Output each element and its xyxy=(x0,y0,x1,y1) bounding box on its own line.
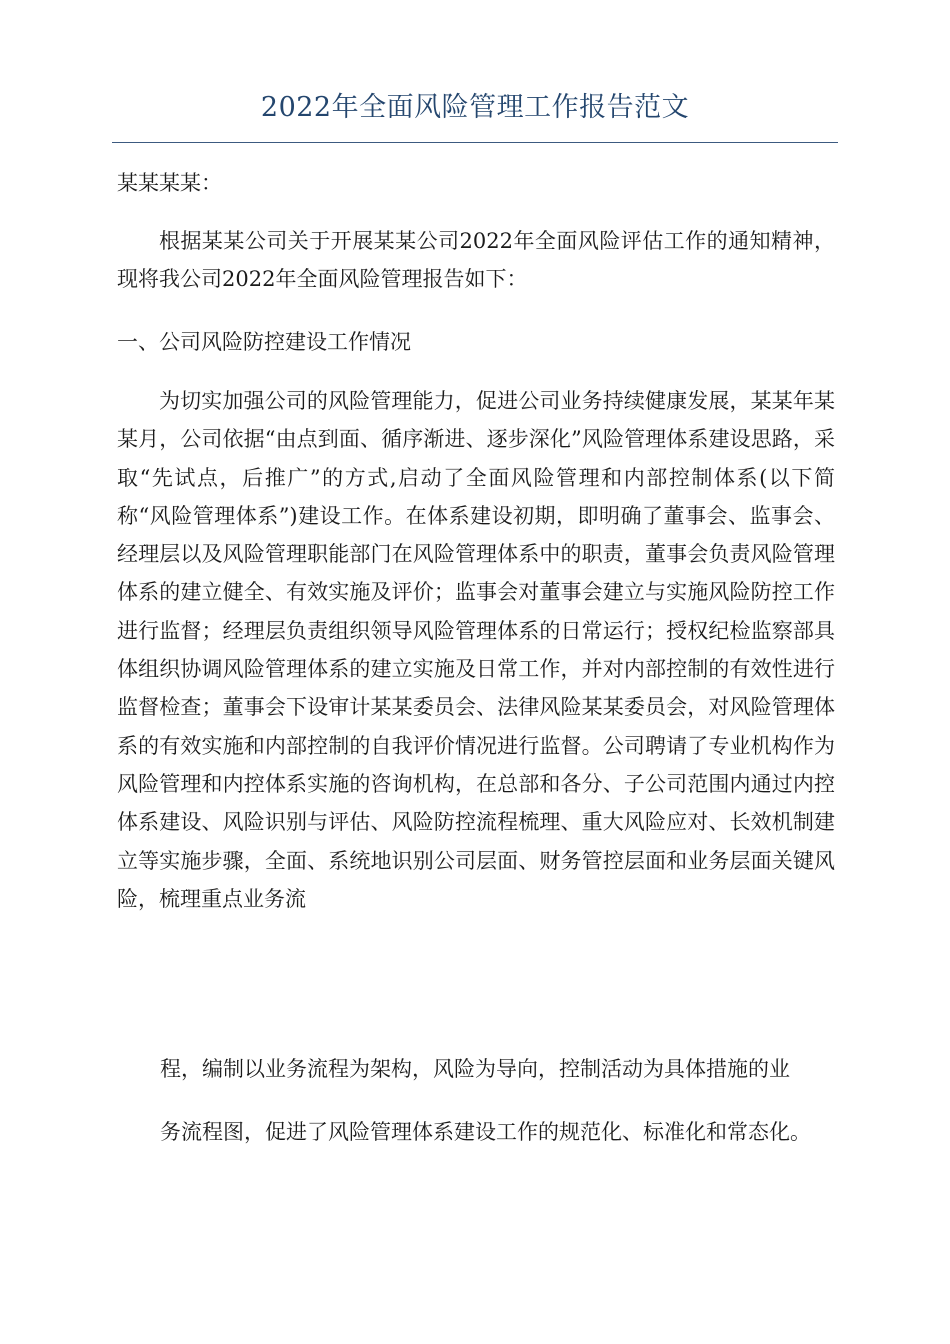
document-title: 2022年全面风险管理工作报告范文 xyxy=(260,92,690,123)
salutation: 某某某某： xyxy=(117,171,222,195)
body-paragraph: 为切实加强公司的风险管理能力，促进公司业务持续健康发展，某某年某某月，公司依据“由点到面、循序渐进、逐步深化”风险管理体系建设思路，采取“先试点，后推广”的方式,启动了全面风险管理和内部控制体系(以下简称“风险管理体系”)建设工作。在体系建设初期，即明确了董事会、监事会、经理层以及风险管理职能部门在风险管理体系中的职责，董事会负责风险管理体系的建立健全、有效实施及评价；监事会对董事会建立与实施风险防控工作进行监督；经理层负责组织领导风险管理体系的日常运行；授权纪检监察部具体组织协调风险管理体系的建立实施及日常工作，并对内部控制的有效性进行监督检查；董事会下设审计某某委员会、法律风险某某委员会，对风险管理体系的有效实施和内部控制的自我评价情况进行监督。公司聘请了专业机构作为风险管理和内控体系实施的咨询机构，在总部和各分、子公司范围内通过内控体系建设、风险识别与评估、风险防控流程梳理、重大风险应对、长效机制建立等实施步骤，全面、系统地识别公司层面、财务管控层面和业务层面关键风险，梳理重点业务流 xyxy=(117,389,835,911)
title-divider xyxy=(112,142,838,143)
intro-paragraph: 根据某某公司关于开展某某公司2022年全面风险评估工作的通知精神，现将我公司2022年全面风险管理报告如下： xyxy=(117,229,835,292)
section-heading: 一、公司风险防控建设工作情况 xyxy=(117,330,411,354)
continuation-line: 程，编制以业务流程为架构，风险为导向，控制活动为具体措施的业 xyxy=(160,1057,790,1081)
continuation-line: 务流程图，促进了风险管理体系建设工作的规范化、标准化和常态化。 xyxy=(160,1120,811,1144)
